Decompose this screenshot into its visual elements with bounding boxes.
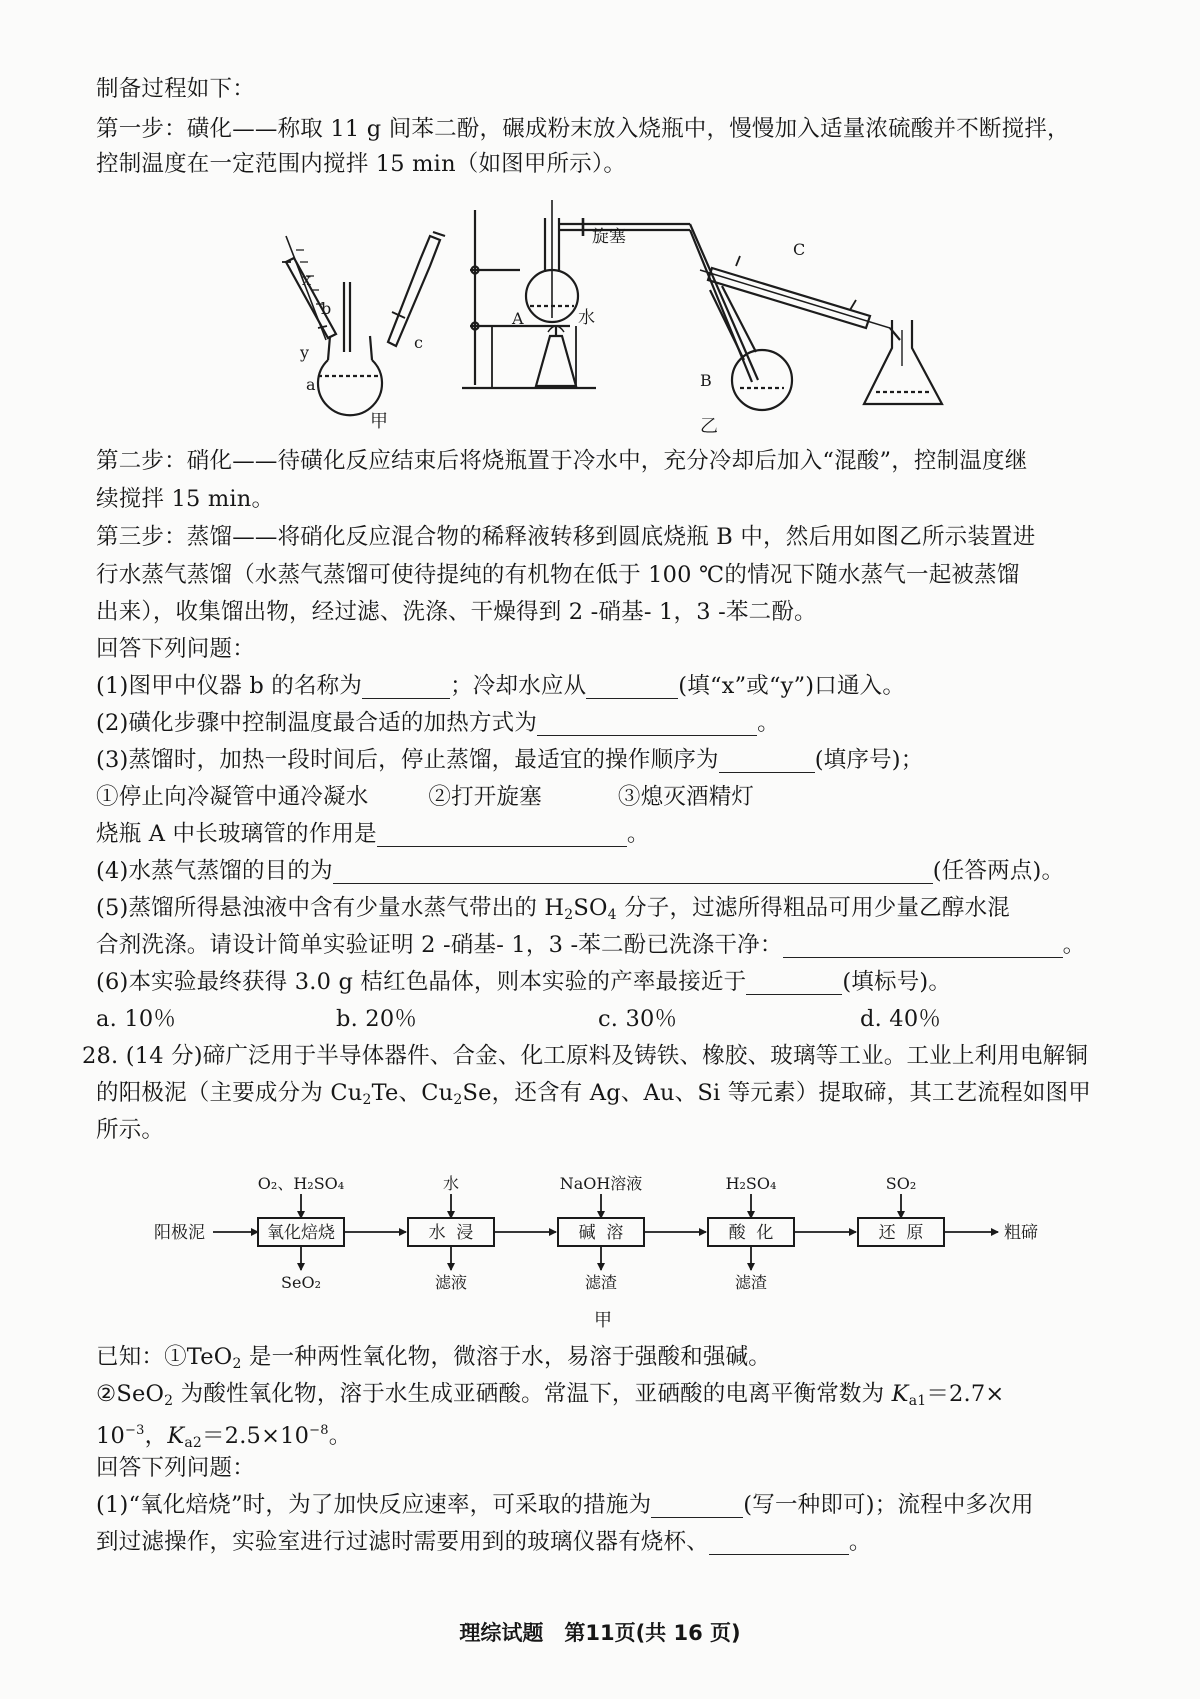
- subscript: 2: [453, 1092, 463, 1108]
- q3-text-a: (3)蒸馏时，加热一段时间后，停止蒸馏，最适宜的操作顺序为: [96, 747, 719, 773]
- q5-text-c: 分子，过滤所得粗品可用少量乙醇水混: [616, 895, 1010, 921]
- q3-option-2: ②打开旋塞: [428, 784, 542, 810]
- answer-blank[interactable]: [377, 822, 627, 847]
- flow-start: 阳极泥: [154, 1223, 205, 1243]
- burner: [536, 326, 576, 386]
- stand-yi: [462, 210, 596, 388]
- q3-options: [96, 782, 754, 812]
- known-text-c: ②SeO: [96, 1381, 165, 1407]
- question-5: [96, 893, 1010, 930]
- q5-text-e: 。: [1062, 932, 1086, 958]
- question-4: [96, 856, 1064, 886]
- q2-text-a: (2)磺化步骤中控制温度最合适的加热方式为: [96, 710, 538, 736]
- answer-blank[interactable]: [362, 674, 450, 699]
- q6-text-a: (6)本实验最终获得 3.0 g 桔红色晶体，则本实验的产率最接近于: [96, 969, 747, 995]
- q4-text-b: (任答两点)。: [932, 858, 1065, 884]
- q28-line3: 所示。: [96, 1117, 165, 1143]
- flow-input-2: 水: [442, 1174, 460, 1193]
- q5-text-d: 合剂洗涤。请设计简单实验证明 2 -硝基- 1，3 -苯二酚已洗涤干净：: [96, 932, 783, 958]
- known-text-d: 为酸性氧化物，溶于水生成亚硒酸。常温下，亚硒酸的电离平衡常数为: [173, 1381, 892, 1407]
- label-x: x: [302, 270, 312, 289]
- process-flow-diagram: [0, 1160, 1200, 1310]
- label-C: C: [793, 240, 806, 259]
- q2-text-b: 。: [757, 710, 780, 736]
- subscript: 2: [164, 1393, 174, 1409]
- step2-line1: 第二步：硝化——待磺化反应结束后将烧瓶置于冷水中，充分冷却后加入“混酸”，控制温度继: [96, 448, 1028, 474]
- q28-text-c: Se，还含有 Ag、Au、Si 等元素）提取碲，其工艺流程如图甲: [462, 1080, 1091, 1106]
- subscript: 2: [232, 1356, 242, 1372]
- dropping-funnel-c: [388, 232, 445, 346]
- question-6: [96, 967, 951, 997]
- intro-text: 制备过程如下：: [96, 76, 255, 102]
- answer-blank[interactable]: [333, 859, 933, 884]
- label-valve: 旋塞: [592, 227, 626, 247]
- subscript: 2: [362, 1092, 372, 1108]
- question-5-cont: [96, 930, 1085, 960]
- q3-text-d: 。: [626, 821, 650, 847]
- answer-blank[interactable]: [586, 674, 678, 699]
- answer-blank[interactable]: [719, 748, 815, 773]
- choice-a: a. 10％: [96, 1006, 177, 1032]
- known-text-h: ＝2.5×10: [201, 1423, 310, 1449]
- ka-symbol: K: [167, 1423, 185, 1449]
- superscript: −8: [309, 1423, 329, 1438]
- flow-end: 粗碲: [1004, 1223, 1038, 1243]
- flow-output-2: 滤液: [434, 1273, 468, 1292]
- flow-output-4: 滤渣: [734, 1273, 768, 1292]
- label-a: a: [306, 375, 316, 394]
- q5-text-b: SO: [573, 895, 608, 921]
- question-3-cont: [96, 819, 650, 849]
- flow-input-4: H₂SO₄: [725, 1174, 777, 1193]
- subscript: 2: [564, 907, 574, 923]
- known-text-i: 。: [328, 1423, 352, 1449]
- label-c: c: [414, 333, 423, 352]
- flow-step-5: 还 原: [878, 1223, 924, 1243]
- q28-1-text-b: (写一种即可)；流程中多次用: [743, 1492, 1034, 1518]
- flow-step-3: 碱 溶: [578, 1223, 624, 1243]
- flow-input-3: NaOH溶液: [559, 1174, 643, 1193]
- known-text-g: ，: [144, 1423, 168, 1449]
- q28-line1: 28. (14 分)碲广泛用于半导体器件、合金、化工原料及铸铁、橡胶、玻璃等工业。工业上利用电解铜: [82, 1043, 1089, 1069]
- q1-text-c: (填“x”或“y”)口通入。: [678, 673, 906, 699]
- flow-input-5: SO₂: [885, 1174, 917, 1193]
- apparatus-figure: [0, 185, 1200, 437]
- choice-c: c. 30％: [598, 1006, 678, 1032]
- question-2: [96, 708, 780, 738]
- q1-text-a: (1)图甲中仪器 b 的名称为: [96, 673, 363, 699]
- q5-text-a: (5)蒸馏所得悬浊液中含有少量水蒸气带出的 H: [96, 895, 565, 921]
- label-A: A: [512, 309, 524, 328]
- known-2: [96, 1379, 1004, 1416]
- q28-text-a: 的阳极泥（主要成分为 Cu: [96, 1080, 363, 1106]
- step1-line2: 控制温度在一定范围内搅拌 15 min（如图甲所示）。: [96, 151, 627, 177]
- label-B: B: [700, 371, 712, 390]
- flow-input-1: O₂、H₂SO₄: [257, 1174, 345, 1193]
- answer-blank[interactable]: [783, 933, 1063, 958]
- q28-question-1: [96, 1490, 1034, 1520]
- known-text-f: 10: [96, 1423, 126, 1449]
- subscript: a1: [908, 1393, 927, 1409]
- q6-choices: [96, 1004, 941, 1034]
- flow-output-3: 滤渣: [584, 1273, 618, 1292]
- flask-A: [526, 200, 758, 382]
- q3-option-1: ①停止向冷凝管中通冷凝水: [96, 784, 369, 810]
- ka-symbol: K: [891, 1381, 909, 1407]
- q28-answer-prompt: 回答下列问题：: [96, 1455, 255, 1481]
- question-3: [96, 745, 923, 775]
- step2-line2: 续搅拌 15 min。: [96, 486, 275, 512]
- q28-text-b: Te、Cu: [371, 1080, 454, 1106]
- flow-step-4: 酸 化: [728, 1223, 774, 1243]
- step3-line1: 第三步：蒸馏——将硝化反应混合物的稀释液转移到圆底烧瓶 B 中，然后用如图乙所示装置进: [96, 524, 1036, 550]
- superscript: −3: [125, 1423, 145, 1438]
- step1-line1: 第一步：磺化——称取 11 g 间苯二酚，碾成粉末放入烧瓶中，慢慢加入适量浓硫酸并不断搅拌，: [96, 116, 1070, 142]
- answer-blank[interactable]: [651, 1493, 743, 1518]
- known-text-b: 是一种两性氧化物，微溶于水，易溶于强酸和强碱。: [241, 1344, 771, 1370]
- choice-b: b. 20％: [336, 1006, 418, 1032]
- q28-1-text-c: 到过滤操作，实验室进行过滤时需要用到的玻璃仪器有烧杯、: [96, 1529, 709, 1555]
- subscript: 4: [607, 907, 617, 923]
- known-text-e: ＝2.7×: [926, 1381, 1005, 1407]
- q3-option-3: ③熄灭酒精灯: [617, 784, 755, 810]
- flow-caption: 甲: [594, 1310, 612, 1331]
- step3-line2: 行水蒸气蒸馏（水蒸气蒸馏可使待提纯的有机物在低于 100 ℃的情况下随水蒸气一起被蒸馏: [96, 562, 1020, 588]
- q28-line2: [96, 1078, 1091, 1115]
- step3-line3: 出来），收集馏出物，经过滤、洗涤、干燥得到 2 -硝基- 1，3 -苯二酚。: [96, 599, 817, 625]
- q28-1-text-a: (1)“氧化焙烧”时，为了加快反应速率，可采取的措施为: [96, 1492, 652, 1518]
- answer-blank[interactable]: [537, 711, 757, 736]
- known-3: [96, 1416, 351, 1458]
- q4-text-a: (4)水蒸气蒸馏的目的为: [96, 858, 333, 884]
- caption-yi: 乙: [700, 416, 718, 437]
- answer-blank[interactable]: [746, 970, 842, 995]
- label-y: y: [300, 343, 310, 362]
- q28-1-text-d: 。: [848, 1529, 872, 1555]
- q6-text-b: (填标号)。: [842, 969, 952, 995]
- flask-B: [710, 286, 792, 410]
- q3-text-b: (填序号)；: [814, 747, 924, 773]
- question-1: [96, 671, 905, 701]
- known-text-a: 已知：①TeO: [96, 1344, 233, 1370]
- subscript: a2: [184, 1435, 202, 1451]
- flow-output-1: SeO₂: [281, 1273, 321, 1292]
- choice-d: d. 40％: [860, 1006, 942, 1032]
- flow-step-2: 水 浸: [428, 1223, 474, 1243]
- flow-step-1: 氧化焙烧: [267, 1223, 335, 1243]
- q28-question-1-cont: [96, 1527, 872, 1557]
- label-water: 水: [578, 308, 595, 328]
- page-footer: 理综试题 第11页(共 16 页): [459, 1621, 741, 1645]
- known-1: [96, 1342, 771, 1379]
- answer-blank[interactable]: [709, 1530, 849, 1555]
- receiving-flask: [864, 320, 942, 404]
- q1-text-b: ；冷却水应从: [450, 673, 587, 699]
- q3-text-c: 烧瓶 A 中长玻璃管的作用是: [96, 821, 377, 847]
- label-b: b: [321, 299, 332, 318]
- answer-prompt: 回答下列问题：: [96, 636, 255, 662]
- caption-jia: 甲: [370, 411, 388, 432]
